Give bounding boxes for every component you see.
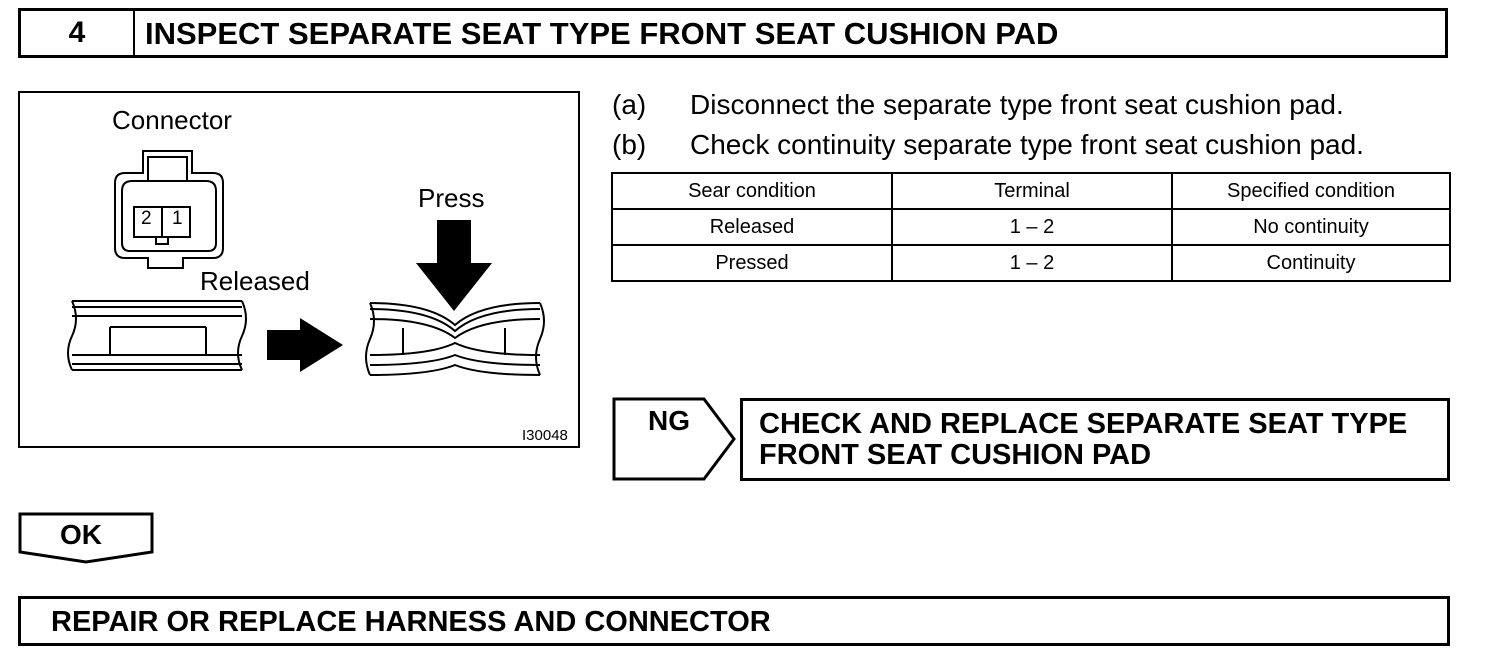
step-number: 4 — [21, 11, 135, 55]
instruction-letter: (b) — [612, 129, 647, 160]
ng-result-box — [740, 398, 1450, 481]
instruction-text: Disconnect the separate type front seat cushion pad. — [690, 89, 1344, 120]
ng-label: NG — [648, 405, 690, 436]
ng-result-line-2: FRONT SEAT CUSHION PAD — [759, 439, 1152, 471]
press-arrow-icon — [416, 220, 492, 311]
inspection-figure — [18, 91, 580, 448]
pin-2-label: 2 — [141, 208, 152, 229]
table-cell: Continuity — [1172, 245, 1450, 281]
table-cell: 1 – 2 — [892, 209, 1172, 245]
step-header — [18, 8, 1448, 58]
released-pad — [68, 301, 246, 370]
table-header: Specified condition — [1172, 173, 1450, 209]
table-cell: No continuity — [1172, 209, 1450, 245]
figure-id: I30048 — [522, 427, 568, 444]
ng-result-line-1: CHECK AND REPLACE SEPARATE SEAT TYPE — [759, 408, 1408, 440]
table-row — [612, 245, 1450, 281]
step-title: INSPECT SEPARATE SEAT TYPE FRONT SEAT CUSHION PAD — [145, 16, 1059, 51]
ng-tag — [612, 397, 738, 486]
connector-label: Connector — [112, 105, 232, 135]
ok-label: OK — [60, 519, 102, 550]
transition-arrow-icon — [267, 318, 343, 372]
pressed-pad — [366, 303, 544, 375]
instruction-letter: (a) — [612, 89, 647, 120]
table-cell: Released — [612, 209, 892, 245]
ok-tag — [18, 512, 158, 569]
connector-latch — [148, 157, 187, 181]
table-header-row — [612, 173, 1450, 209]
connector-key — [156, 237, 168, 244]
table-header: Sear condition — [612, 173, 892, 209]
spec-table — [611, 172, 1451, 282]
table-row — [612, 209, 1450, 245]
instruction-text: Check continuity separate type front seat cushion pad. — [690, 129, 1364, 160]
table-cell: Pressed — [612, 245, 892, 281]
table-header: Terminal — [892, 173, 1172, 209]
press-label: Press — [418, 183, 485, 213]
table-cell: 1 – 2 — [892, 245, 1172, 281]
released-label: Released — [200, 266, 310, 296]
final-action-box: REPAIR OR REPLACE HARNESS AND CONNECTOR — [18, 596, 1450, 646]
pin-1-label: 1 — [172, 208, 183, 229]
